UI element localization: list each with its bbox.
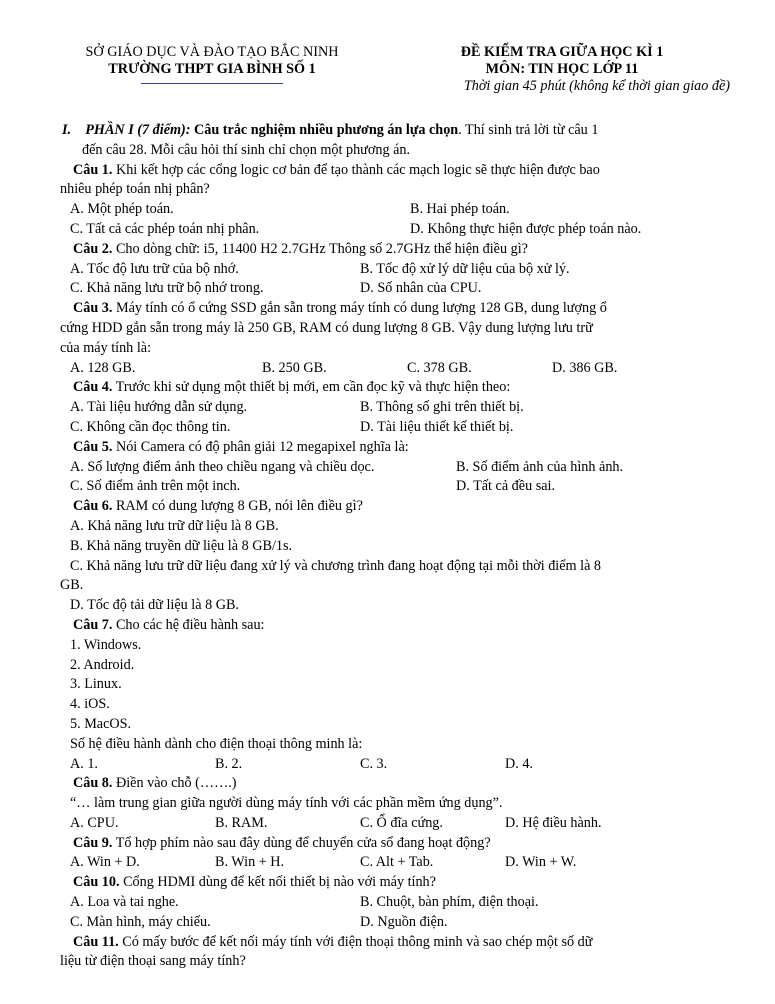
department-name: SỞ GIÁO DỤC VÀ ĐÀO TẠO BẮC NINH — [85, 44, 339, 60]
option-c: C. Số điểm ảnh trên một inch. — [70, 478, 241, 495]
option-b: B. RAM. — [215, 814, 268, 831]
question-text: Cho dòng chữ: i5, 11400 H2 2.7GHz Thông số 2.7GHz thể hiện điều gì? — [112, 240, 528, 257]
options-row — [60, 220, 740, 240]
question-text: Cổng HDMI dùng để kết nối thiết bị nào với máy tính? — [119, 874, 436, 891]
option-c: C. Tất cả các phép toán nhị phân. — [70, 220, 260, 237]
list-item: 5. MacOS. — [70, 715, 132, 732]
options-row — [60, 893, 740, 913]
option-d: D. Tài liệu thiết kế thiết bị. — [360, 418, 514, 435]
option-a: A. Loa và tai nghe. — [70, 894, 179, 911]
option-b: B. Số điểm ảnh của hình ảnh. — [456, 458, 624, 475]
option-a: A. Số lượng điểm ảnh theo chiều ngang và chiều dọc. — [70, 458, 375, 475]
part-instructions-2: đến câu 28. Mỗi câu hỏi thí sinh chỉ chọn một phương án. — [82, 141, 411, 158]
option-c: C. 378 GB. — [407, 359, 472, 376]
question-text-cont: của máy tính là: — [60, 339, 152, 356]
options-row — [60, 398, 740, 418]
option-a: A. 128 GB. — [70, 359, 136, 376]
question-9 — [60, 834, 740, 854]
option-c: C. Màn hình, máy chiếu. — [70, 913, 211, 930]
part-instructions-1: . Thí sinh trả lời từ câu 1 — [458, 122, 599, 138]
question-text: Trước khi sử dụng một thiết bị mới, em cần đọc kỹ và thực hiện theo: — [112, 379, 511, 396]
question-label: Câu 7. — [73, 616, 113, 633]
options-row — [60, 853, 740, 873]
option-a: A. Một phép toán. — [70, 201, 174, 218]
option-d: D. Hệ điều hành. — [505, 814, 602, 831]
header-underline — [141, 83, 283, 84]
question-label: Câu 5. — [73, 438, 113, 455]
list-item: 2. Android. — [70, 656, 135, 673]
question-8 — [60, 774, 740, 794]
options-row — [60, 913, 740, 933]
school-info — [62, 44, 362, 84]
question-ask: Số hệ điều hành dành cho điện thoại thông minh là: — [70, 735, 363, 752]
option-a: A. Tài liệu hướng dẫn sử dụng. — [70, 399, 248, 416]
school-name: TRƯỜNG THPT GIA BÌNH SỐ 1 — [108, 61, 316, 77]
option-b: B. Tốc độ xử lý dữ liệu của bộ xử lý. — [360, 260, 570, 277]
option-a: A. CPU. — [70, 814, 119, 831]
option-d: D. Không thực hiện được phép toán nào. — [410, 220, 642, 237]
option-c: C. Không cần đọc thông tin. — [70, 418, 231, 435]
option-b: B. Chuột, bàn phím, điện thoại. — [360, 894, 539, 911]
question-7 — [60, 616, 740, 636]
exam-content — [60, 121, 740, 972]
options-row — [60, 418, 740, 438]
question-label: Câu 11. — [73, 933, 119, 950]
options-row — [60, 260, 740, 280]
option-d: D. Nguồn điện. — [360, 913, 448, 930]
option-d: D. Số nhân của CPU. — [360, 280, 482, 297]
option-c: C. Alt + Tab. — [360, 854, 434, 871]
options-row — [60, 200, 740, 220]
question-5 — [60, 438, 740, 458]
question-label: Câu 8. — [73, 775, 113, 792]
exam-header — [0, 44, 775, 104]
option-a: A. Khả năng lưu trữ dữ liệu là 8 GB. — [70, 517, 279, 534]
options-row — [60, 755, 740, 775]
question-text-cont: liệu từ điện thoại sang máy tính? — [60, 953, 246, 970]
question-text-cont: cứng HDD gắn sẵn trong máy là 250 GB, RAM có dung lượng 8 GB. Vậy dung lượng lưu trữ — [60, 319, 593, 336]
question-label: Câu 10. — [73, 874, 120, 891]
question-label: Câu 4. — [73, 379, 113, 396]
question-4 — [60, 378, 740, 398]
list-item: 4. iOS. — [70, 696, 110, 713]
option-b: B. 250 GB. — [262, 359, 327, 376]
options-row — [60, 359, 740, 379]
option-a: A. Win + D. — [70, 854, 140, 871]
option-c: C. 3. — [360, 755, 388, 772]
question-text: Cho các hệ điều hành sau: — [112, 616, 265, 633]
question-text: Máy tính có ổ cứng SSD gắn sẵn trong máy tính có dung lượng 128 GB, dung lượng ổ — [112, 300, 607, 317]
part-title: PHẦN I (7 điểm): — [85, 122, 191, 138]
question-label: Câu 3. — [73, 300, 113, 317]
part-heading — [60, 121, 740, 161]
question-text: RAM có dung lượng 8 GB, nói lên điều gì? — [112, 498, 363, 515]
list-item: 1. Windows. — [70, 636, 142, 653]
exam-title: ĐỀ KIỂM TRA GIỮA HỌC KÌ 1 — [460, 44, 664, 60]
options-row — [60, 477, 740, 497]
options-row — [60, 458, 740, 478]
option-b: B. Thông số ghi trên thiết bị. — [360, 399, 524, 416]
option-d: D. 4. — [505, 755, 533, 772]
options-row — [60, 279, 740, 299]
option-b: B. 2. — [215, 755, 243, 772]
question-text: Điền vào chỗ (…….) — [112, 775, 237, 792]
option-c: C. Khả năng lưu trữ dữ liệu đang xử lý và chương trình đang hoạt động tại mỗi thời điểm là 8 — [70, 557, 602, 574]
options-row — [60, 814, 740, 834]
question-text: Nói Camera có độ phân giải 12 megapixel nghĩa là: — [112, 438, 409, 455]
option-c: C. Khả năng lưu trữ bộ nhớ trong. — [70, 280, 264, 297]
question-2 — [60, 240, 740, 260]
question-label: Câu 2. — [73, 240, 113, 257]
question-text-cont: nhiêu phép toán nhị phân? — [60, 181, 210, 198]
question-6 — [60, 497, 740, 517]
question-3 — [60, 299, 740, 319]
list-item: 3. Linux. — [70, 676, 122, 693]
option-a: A. 1. — [70, 755, 98, 772]
question-quote: “… làm trung gian giữa người dùng máy tính với các phần mềm ứng dụng”. — [70, 795, 503, 812]
option-c-cont: GB. — [60, 577, 84, 594]
option-b: B. Win + H. — [215, 854, 285, 871]
question-text: Tổ hợp phím nào sau đây dùng để chuyển cửa sổ đang hoạt động? — [112, 834, 491, 851]
question-label: Câu 9. — [73, 834, 113, 851]
option-a: A. Tốc độ lưu trữ của bộ nhớ. — [70, 260, 239, 277]
option-b: B. Khả năng truyền dữ liệu là 8 GB/1s. — [70, 537, 293, 554]
question-10 — [60, 873, 740, 893]
option-d: D. Win + W. — [505, 854, 577, 871]
question-11 — [60, 933, 740, 953]
exam-info — [362, 44, 762, 95]
question-1 — [60, 161, 740, 181]
option-d: D. Tốc độ tải dữ liệu là 8 GB. — [70, 597, 239, 614]
option-d: D. Tất cả đều sai. — [456, 478, 556, 495]
exam-duration: Thời gian 45 phút (không kể thời gian giao đề) — [463, 78, 730, 94]
option-b: B. Hai phép toán. — [410, 201, 510, 218]
option-d: D. 386 GB. — [552, 359, 618, 376]
exam-subject: MÔN: TIN HỌC LỚP 11 — [485, 61, 639, 77]
part-heading-text: Câu trắc nghiệm nhiều phương án lựa chọn — [194, 122, 459, 138]
question-label: Câu 6. — [73, 498, 113, 515]
question-text: Có mấy bước để kết nối máy tính với điện thoại thông minh và sao chép một số dữ — [118, 933, 593, 950]
part-number: I. — [62, 122, 72, 138]
question-text: Khi kết hợp các cổng logic cơ bản để tạo thành các mạch logic sẽ thực hiện được bao — [112, 161, 600, 178]
option-c: C. Ổ đĩa cứng. — [360, 814, 443, 831]
question-label: Câu 1. — [73, 161, 113, 178]
